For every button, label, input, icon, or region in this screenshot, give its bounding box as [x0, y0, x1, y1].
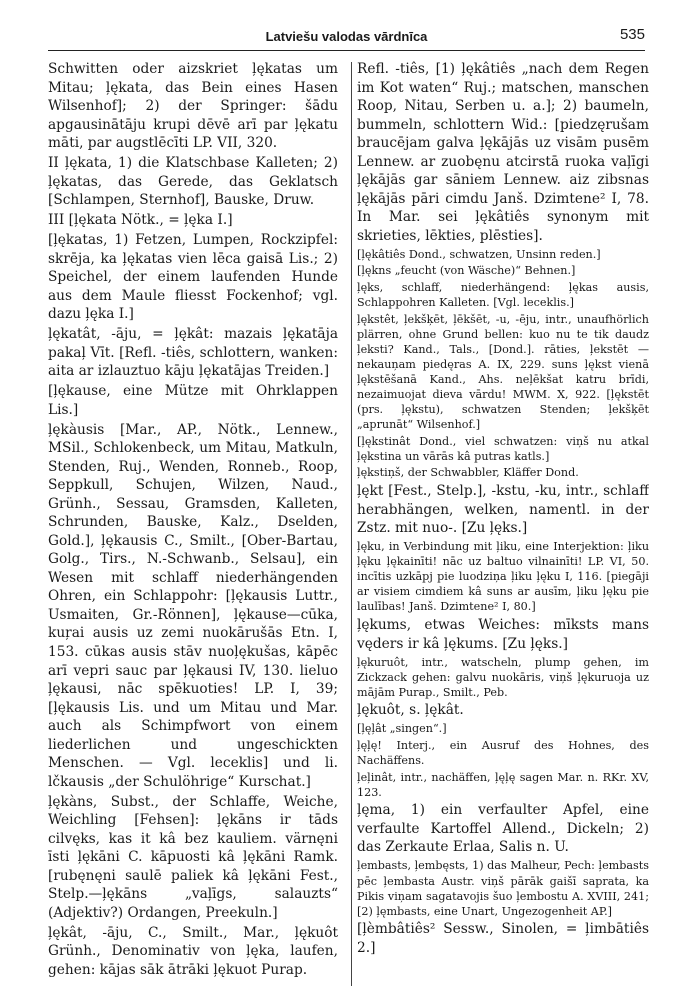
- dictionary-entry: [ļèmbâtiês² Sessw., Sinolen, = ļimbātiês 2.]: [357, 921, 649, 956]
- dictionary-entry: ļękstiņš, der Schwabbler, Kläffer Dond.: [357, 466, 579, 480]
- dictionary-entry: ļęļę! Interj., ein Ausruf des Hohnes, des Nachäffens.: [357, 739, 649, 768]
- right-column: [357, 60, 649, 990]
- dictionary-entry: ļękt [Fest., Stelp.], -kstu, -ku, intr., schlaff herabhängen, welken, namentl. in der Zstz. mit nuo-. [Zu ļęks.]: [357, 483, 649, 537]
- dictionary-entry: ļękuôt, s. ļękât.: [357, 702, 464, 719]
- page-header: [48, 20, 645, 51]
- dictionary-entry: ļękstêt, ļekšķēt, ļēkšēt, -u, -ēju, intr., unaufhörlich plärren, ohne Grund bellen: kuo nu te tik daudz ļeksti? Kand., Tals., [Dond.]. rāties, ļekstēt — nekauņam piedęras A. IX, 229. suns ļękst vienā ļękstēšanā Kand., Ahs. neļēkšat katru brīdi, nezaimuojat dieva vārdu! MWM. X, 922. [ļękstēt (prs. ļękstu), schwatzen Stenden; ļekšķēt „aprunāt“ Wilsenhof.]: [357, 312, 649, 432]
- dictionary-entry: ļękàns, Subst., der Schlaffe, Weiche, Weichling [Fehsen]: ļękāns ir tāds cilvęks, kas it kâ bez kauliem. värnęni īsti ļękāni C. kāpuosti kâ ļękāni Ramk. [rubęnęni saulē paliek kâ ļękāni Fest., Stelp.—ļękāns „vaļīgs, salauzts“ (Adjektiv?) Ordangen, Preekuln.]: [48, 793, 338, 921]
- dictionary-entry: ļembasts, ļembęsts, 1) das Malheur, Pech: ļembasts pēc ļembasta Austr. viņš pārāk gaišī saprata, ka Pikis viņam sagatavojis šuo ļembostu A. XVIII, 241; [2) ļęmbasts, eine Unart, Ungezogenheit AP.]: [357, 859, 649, 918]
- dictionary-entry: Refl. -tiês, [1) ļękâtiês „nach dem Regen im Kot waten“ Ruj.; matschen, manschen Roop, Nitau, Serben u. a.]; 2) baumeln, bummeln, schlottern Wid.: [piedzęrušam braucējam galva ļękājās uz visām pusēm Lennew. ar zuobęnu atcirstā ruoka vaļīgi ļękājās gar sāniem Lennew. aiz zibsnas ļękājās pāri cimdu Janš. Dzimtene² I, 78. In Mar. sei ļękâtiês synonym mit skrieties, lēkties, plēsties].: [357, 61, 649, 244]
- dictionary-entry: [ļęļât „singen“.]: [357, 722, 447, 736]
- dictionary-entry: [ļękns „feucht (von Wäsche)“ Behnen.]: [357, 264, 576, 278]
- dictionary-entry: [ļękstinât Dond., viel schwatzen: viņš nu atkal ļękstina un vārās kâ putras katls.]: [357, 434, 649, 463]
- dictionary-entry: ļękàusis [Mar., AP., Nötk., Lennew., MSil., Schlokenbeck, um Mitau, Matkuln, Stenden, Ruj., Wenden, Ronneb., Roop, Seppkull, Schujen, Wilzen, Naud., Grünh., Sessau, Gramsden, Kalleten, Schrunden, Bauske, Kalz., Dselden, Gold.], ļękausis C., Smilt., [Ober-Bartau, Golg., Tirs., N.-Schwanb., Selsau], ein Wesen mit schlaff niederhängenden Ohren, ein Schlappohr: [ļękausis Luttr., Usmaiten, Gr.-Rönnen], ļękause—cūka, kuŗai ausis uz zemi nuokārušās Etn. I, 153. cūkas ausis stāv nuoļękušas, kāpēc arī vepri sauc par ļękausi IV, 130. lieluo ļękausi, nāc spēkuoties! LP. I, 39; [ļękausis Lis. und um Mitau und Mar. auch als Schimpfwort von einem liederlichen und ungeschickten Menschen. — Vgl. leceklis] und li. lčkausis „der Schulöhrige“ Kurschat.]: [48, 421, 338, 790]
- dictionary-entry: II ļękata, 1) die Klatschbase Kalleten; 2) ļękatas, das Gerede, das Geklatsch [Schlampen, Sternhof], Bauske, Druw.: [48, 155, 338, 209]
- dictionary-entry: [ļękatas, 1) Fetzen, Lumpen, Rockzipfel: skrēja, ka ļękatas vien lēca gaisā Lis.; 2) Speichel, der einem laufenden Hunde aus dem Maule fliesst Fockenhof; vgl. dazu ļęka I.]: [48, 232, 338, 323]
- dictionary-entry: [ļękâtiês Dond., schwatzen, Unsinn reden.]: [357, 247, 601, 261]
- dictionary-entry: ļękums, etwas Weiches: mīksts mans vęders ir kâ ļękums. [Zu ļęks.]: [357, 617, 649, 652]
- dictionary-entry: ļęma, 1) ein verfaulter Apfel, eine verfaulte Kartoffel Allend., Dickeln; 2) das Zerkaute Erlaa, Salis n. U.: [357, 802, 649, 856]
- dictionary-entry: ļękuruôt, intr., watscheln, plump gehen, im Zickzack gehen: galvu nuokāris, viņš ļękuruoja uz mājām Purap., Smilt., Peb.: [357, 655, 649, 699]
- dictionary-entry: [ļękause, eine Mütze mit Ohrklappen Lis.]: [48, 383, 338, 418]
- running-head: Latviešu valodas vārdnīca: [265, 29, 428, 44]
- dictionary-entry: III [ļękata Nötk., = ļęka I.]: [48, 212, 233, 229]
- dictionary-entry: ļękât, -āju, C., Smilt., Mar., ļękuôt Grünh., Denominativ von ļęka, laufen, gehen: kājas sāk ātrāki ļękuot Purap.: [48, 924, 338, 978]
- dictionary-entry: ļękatât, -āju, = ļękât: mazais ļękatāja pakaļ Vīt. [Refl. -tiês, schlottern, wanken: aita ar izlauztuo kāju ļękatājas Treiden.]: [48, 326, 338, 380]
- column-divider: [351, 62, 352, 986]
- dictionary-entry: ļęku, in Verbindung mit ļiku, eine Interjektion: ļiku ļęku ļękainīti! nāc uz baltuo vilnainīti! LP. VI, 50. incītis uzkāpj pie luodziņa ļiku ļęku I, 116. [piegāji ar visiem cimdiem kâ suns ar ausīm, ļiku ļęku pie laulības! Janš. Dzimtene² I, 80.]: [357, 540, 649, 614]
- dictionary-entry: Schwitten oder aizskriet ļękatas um Mitau; ļękata, das Bein eines Hasen Wilsenhof]; 2) der Springer: šādu apgausinātāju krupi dēvē arī par ļękatu māti, par augstlēcīti LP. VII, 320.: [48, 61, 338, 152]
- page-number: 535: [619, 26, 645, 43]
- left-column: [48, 60, 338, 990]
- dictionary-entry: ļęks, schlaff, niederhängend: ļękas ausis, Schlappohren Kalleten. [Vgl. leceklis.]: [357, 280, 649, 309]
- dictionary-entry: ļeļinât, intr., nachäffen, ļęļę sagen Mar. n. RKr. XV, 123.: [357, 770, 649, 799]
